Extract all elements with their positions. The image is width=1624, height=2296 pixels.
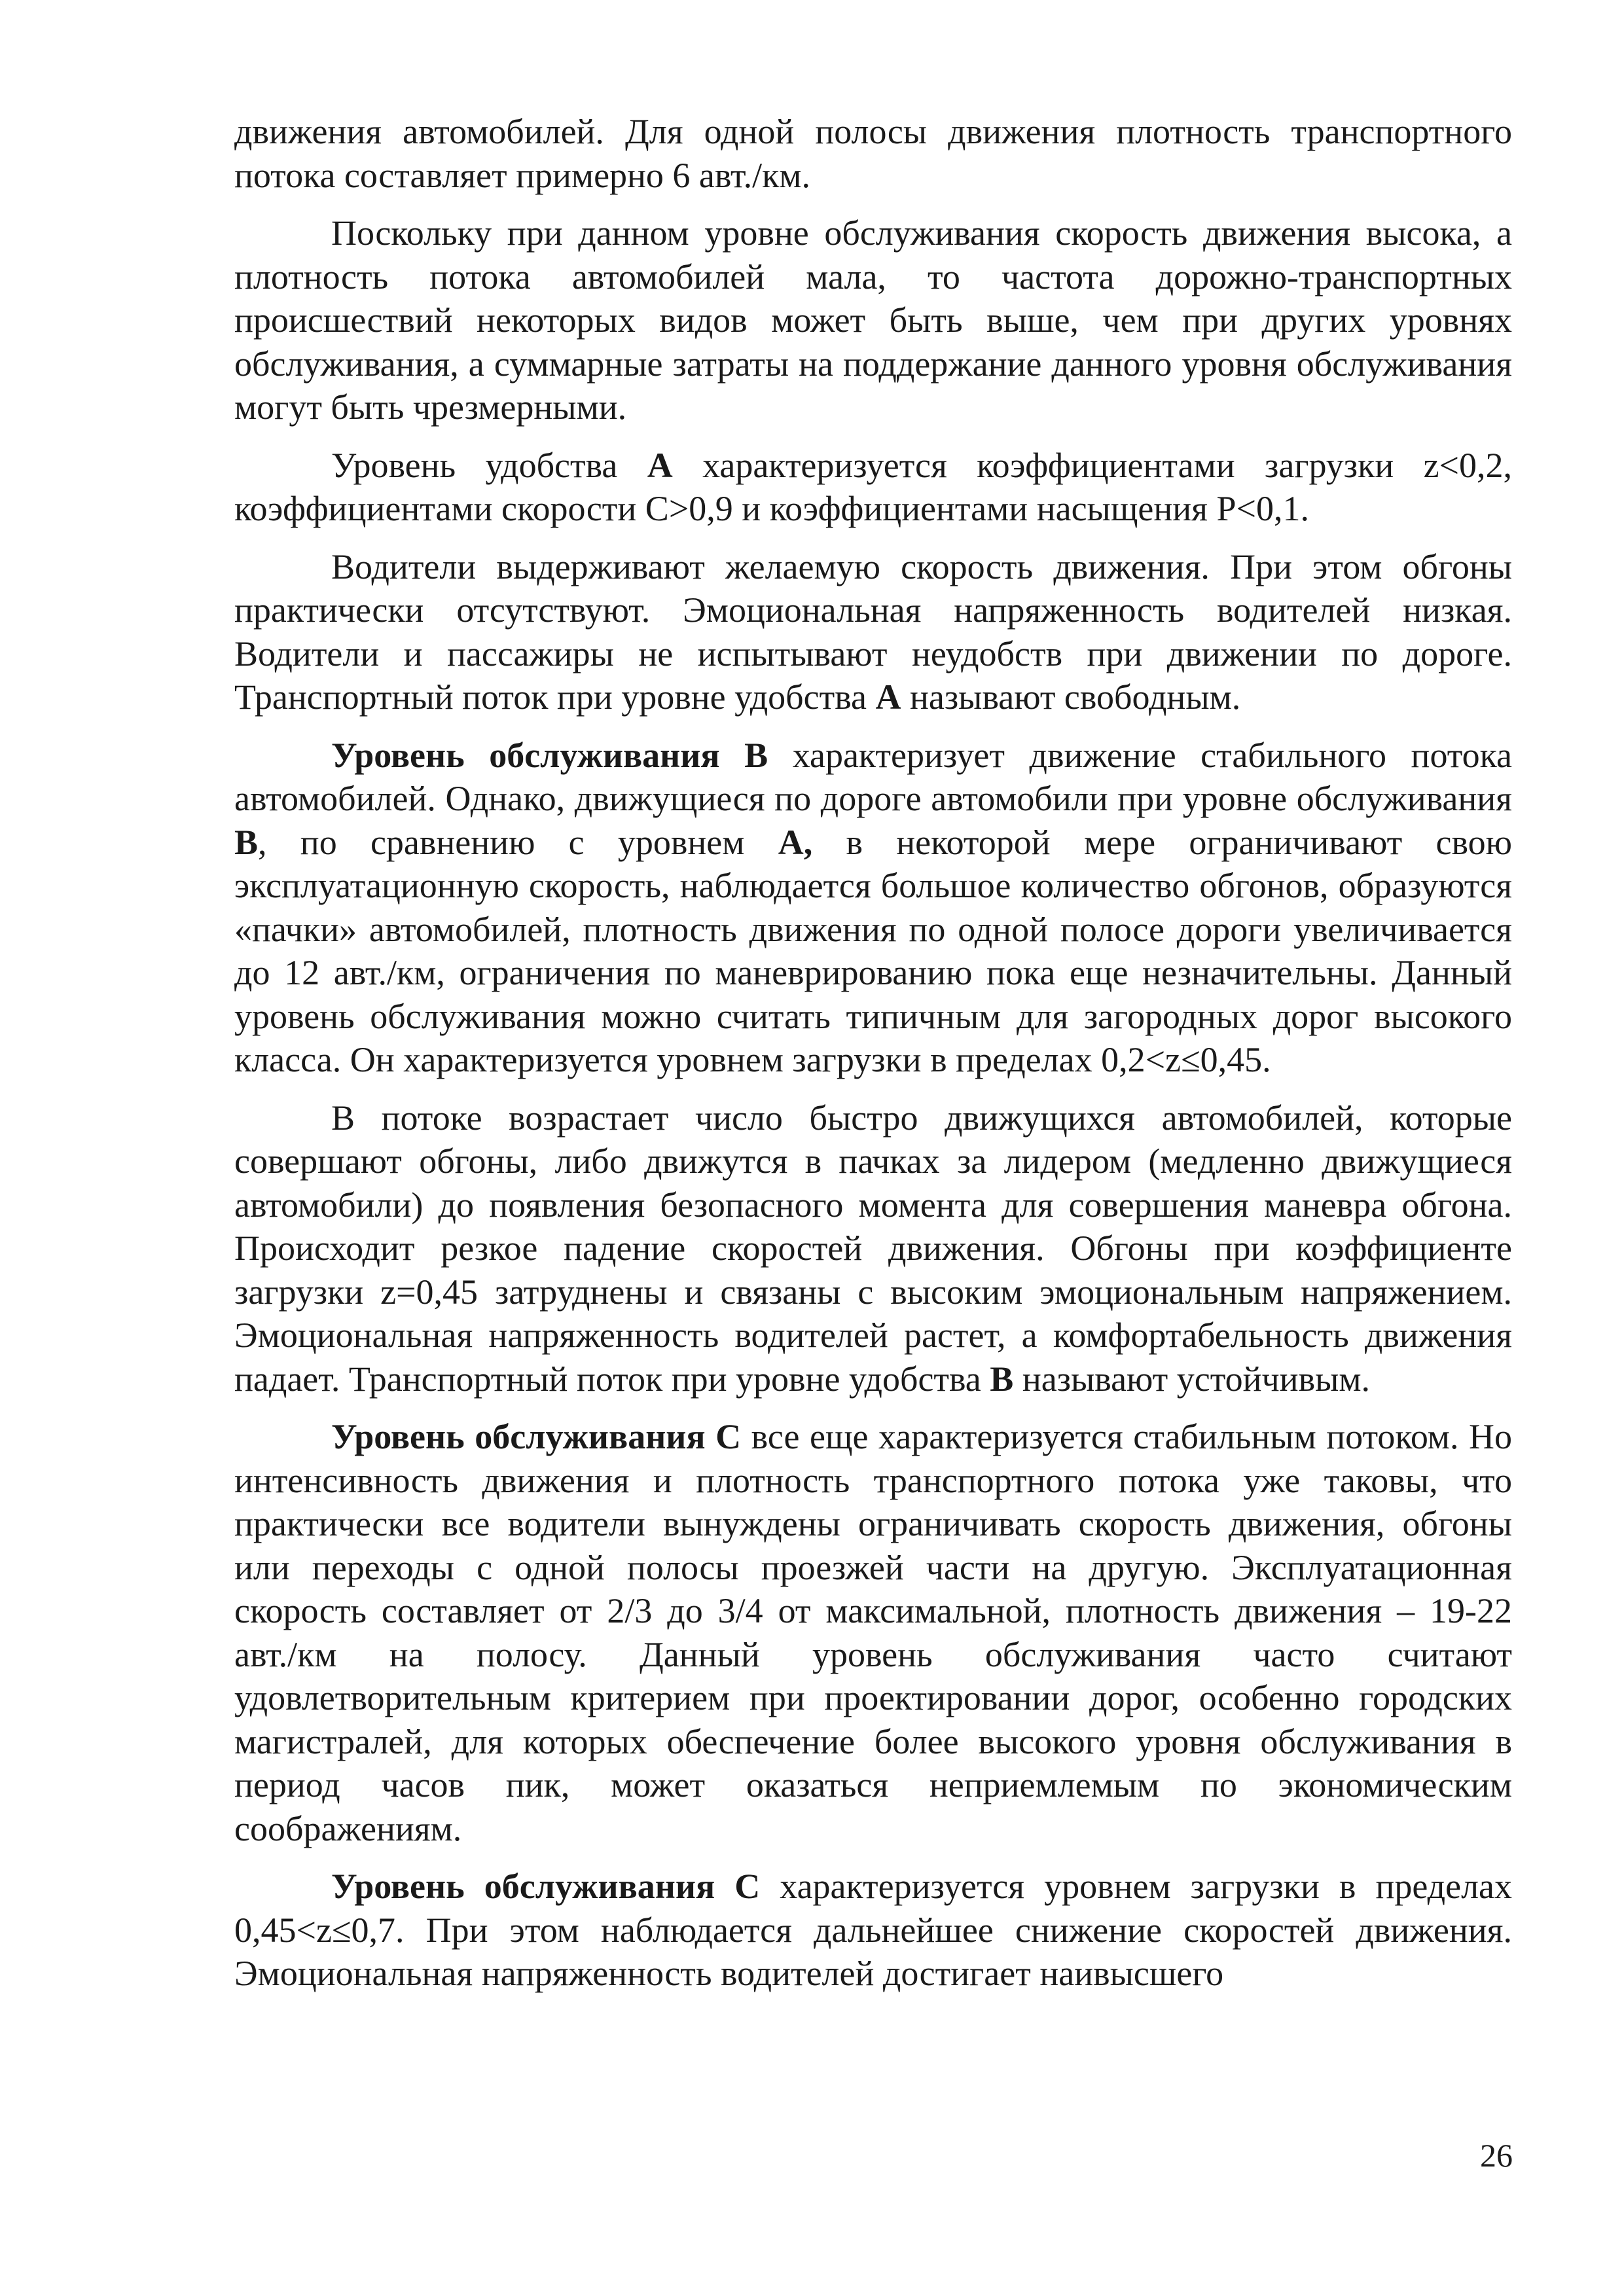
paragraph-text: в некоторой мере ограничивают свою эксплуатационную скорость, наблюдается большое количество обгонов, образуются «пачки» автомобилей, плотность движения по одной полосе дороги увеличивается до 12 авт./км, ограничения по маневрированию пока еще незначительны. Данный уровень обслуживания можно считать типичным для загородных дорог высокого класса. Он характеризуется уровнем загрузки в пределах 0,2<z≤0,45. [234, 822, 1512, 1079]
paragraph-text: называют свободным. [901, 677, 1241, 717]
bold-term: В [990, 1359, 1014, 1399]
paragraph-8 [234, 1865, 1512, 1996]
paragraph-text: движения автомобилей. Для одной полосы движения плотность транспортного потока составляет примерно 6 авт./км. [234, 112, 1512, 195]
paragraph-1 [234, 110, 1512, 197]
paragraph-text: Водители выдерживают желаемую скорость движения. При этом обгоны практически отсутствуют. Эмоциональная напряженность водителей низкая. Водители и пассажиры не испытывают неудобств при движении по дороге. Транспортный поток при уровне удобства [234, 547, 1512, 717]
paragraph-text: характеризуется коэффициентами загрузки z<0,2, коэффициентами скорости C>0,9 и коэффициентами насыщения Р<0,1. [234, 445, 1513, 528]
bold-heading: Уровень обслуживания С [331, 1867, 761, 1906]
paragraph-7 [234, 1415, 1512, 1850]
paragraph-4 [234, 545, 1512, 719]
paragraph-text: характеризуется уровнем загрузки в пределах 0,45<z≤0,7. При этом наблюдается дальнейшее снижение скоростей движения. Эмоциональная напряженность водителей достигает наивысшего [234, 1867, 1512, 1993]
paragraph-text: характеризует движение стабильного потока автомобилей. Однако, движущиеся по дороге автомобили при уровне обслуживания [234, 735, 1512, 818]
paragraph-text: все еще характеризуется стабильным потоком. Но интенсивность движения и плотность транспортного потока уже таковы, что практически все водители вынуждены ограничивать скорость движения, обгоны или переходы с одной полосы проезжей части на другую. Эксплуатационная скорость составляет от 2/3 до 3/4 от максимальной, плотность движения – 19-22 авт./км на полосу. Данный уровень обслуживания часто считают удовлетворительным критерием при проектировании дорог, особенно городских магистралей, для которых обеспечение более высокого уровня обслуживания в период часов пик, может оказаться неприемлемым по экономическим соображениям. [234, 1417, 1512, 1848]
bold-term: А, [778, 822, 813, 862]
paragraph-text: называют устойчивым. [1013, 1359, 1371, 1399]
paragraph-text: Поскольку при данном уровне обслуживания скорость движения высока, а плотность потока автомобилей мала, то частота дорожно-транспортных происшествий некоторых видов может быть выше, чем при других уровнях обслуживания, а суммарные затраты на поддержание данного уровня обслуживания могут быть чрезмерными. [234, 213, 1512, 427]
paragraph-5 [234, 734, 1512, 1082]
bold-heading: Уровень обслуживания С [331, 1417, 742, 1456]
bold-term: А [647, 445, 673, 485]
paragraph-2 [234, 211, 1512, 429]
paragraph-text: Уровень удобства [331, 445, 647, 485]
bold-term: В [234, 822, 259, 862]
page-body [234, 110, 1512, 2010]
bold-term: А [875, 677, 901, 717]
page-number: 26 [1480, 2137, 1513, 2174]
bold-heading: Уровень обслуживания В [331, 735, 768, 775]
paragraph-text: В потоке возрастает число быстро движущихся автомобилей, которые совершают обгоны, либо движутся в пачках за лидером (медленно движущиеся автомобили) до появления безопасного момента для совершения маневра обгона. Происходит резкое падение скоростей движения. Обгоны при коэффициенте загрузки z=0,45 затруднены и связаны с высоким эмоциональным напряжением. Эмоциональная напряженность водителей растет, а комфортабельность движения падает. Транспортный поток при уровне удобства [234, 1098, 1512, 1399]
paragraph-text: , по сравнению с уровнем [258, 822, 778, 862]
paragraph-6 [234, 1096, 1512, 1401]
paragraph-3 [234, 444, 1512, 531]
